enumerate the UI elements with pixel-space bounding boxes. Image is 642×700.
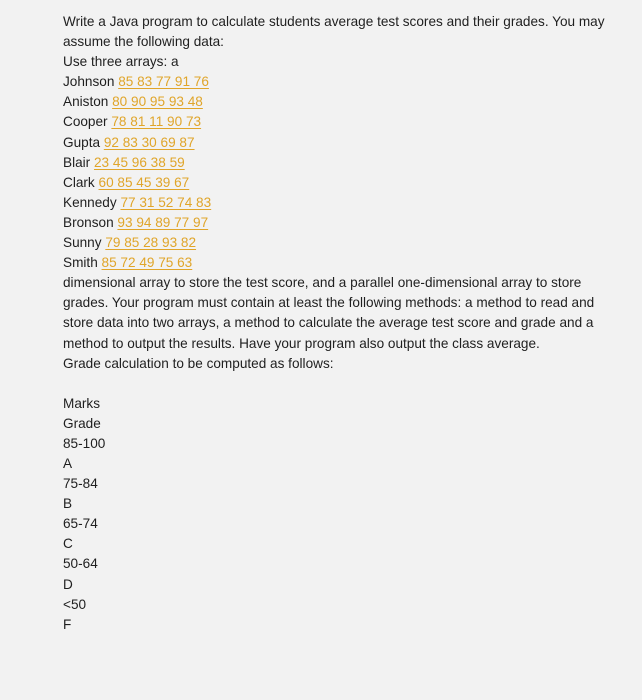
grade-letter: C bbox=[63, 536, 73, 552]
student-row bbox=[63, 72, 628, 92]
student-row bbox=[63, 233, 628, 253]
student-scores-link[interactable]: 23 45 96 38 59 bbox=[93, 154, 185, 170]
student-scores-link[interactable]: 93 94 89 77 97 bbox=[117, 214, 209, 230]
arrays-line: Use three arrays: a bbox=[63, 54, 179, 70]
grade-label: Grade bbox=[63, 415, 101, 431]
student-name: Smith bbox=[63, 255, 98, 271]
student-row bbox=[63, 153, 628, 173]
grade-letter: D bbox=[63, 576, 73, 592]
grade-letter: A bbox=[63, 455, 73, 471]
student-scores-link[interactable]: 85 72 49 75 63 bbox=[101, 255, 193, 271]
student-row bbox=[63, 92, 628, 112]
student-scores-link[interactable]: 60 85 45 39 67 bbox=[98, 174, 190, 190]
student-scores-link[interactable]: 79 85 28 93 82 bbox=[105, 235, 197, 251]
student-scores-link[interactable]: 85 83 77 91 76 bbox=[118, 74, 209, 90]
student-row bbox=[63, 112, 628, 132]
student-name: Clark bbox=[63, 174, 95, 190]
student-row bbox=[63, 213, 628, 233]
student-row bbox=[63, 193, 628, 213]
student-row bbox=[63, 133, 628, 153]
marks-label: Marks bbox=[63, 395, 101, 411]
student-scores-link[interactable]: 80 90 95 93 48 bbox=[112, 94, 203, 110]
grade-range: 85-100 bbox=[63, 435, 106, 451]
student-row bbox=[63, 253, 628, 273]
description-paragraph: dimensional array to store the test score, and a parallel one-dimensional array to store grades. Your program must contain at least the following methods: a method to read and store data into two arrays, a method to calculate the average test score and grade and a method to output the results. Have your program also output the class average. bbox=[63, 275, 595, 351]
grade-range: 50-64 bbox=[63, 556, 98, 572]
student-name: Sunny bbox=[63, 235, 102, 251]
student-name: Bronson bbox=[63, 214, 114, 230]
grade-heading: Grade calculation to be computed as follows: bbox=[63, 355, 334, 371]
student-name: Johnson bbox=[63, 74, 115, 90]
student-name: Cooper bbox=[63, 114, 108, 130]
student-name: Aniston bbox=[63, 94, 109, 110]
grade-letter: B bbox=[63, 496, 73, 512]
student-scores-link[interactable]: 78 81 11 90 73 bbox=[111, 114, 202, 130]
student-name: Gupta bbox=[63, 134, 101, 150]
blank-line bbox=[63, 374, 628, 394]
student-scores-link[interactable]: 92 83 30 69 87 bbox=[103, 134, 195, 150]
student-row bbox=[63, 173, 628, 193]
grade-range: <50 bbox=[63, 596, 87, 612]
student-name: Blair bbox=[63, 154, 91, 170]
grade-range: 75-84 bbox=[63, 476, 98, 492]
grade-range: 65-74 bbox=[63, 516, 98, 532]
grade-letter: F bbox=[63, 616, 72, 632]
intro-paragraph: Write a Java program to calculate students average test scores and their grades. You may assume the following data: bbox=[63, 14, 605, 50]
student-scores-link[interactable]: 77 31 52 74 83 bbox=[120, 194, 212, 210]
student-name: Kennedy bbox=[63, 194, 117, 210]
